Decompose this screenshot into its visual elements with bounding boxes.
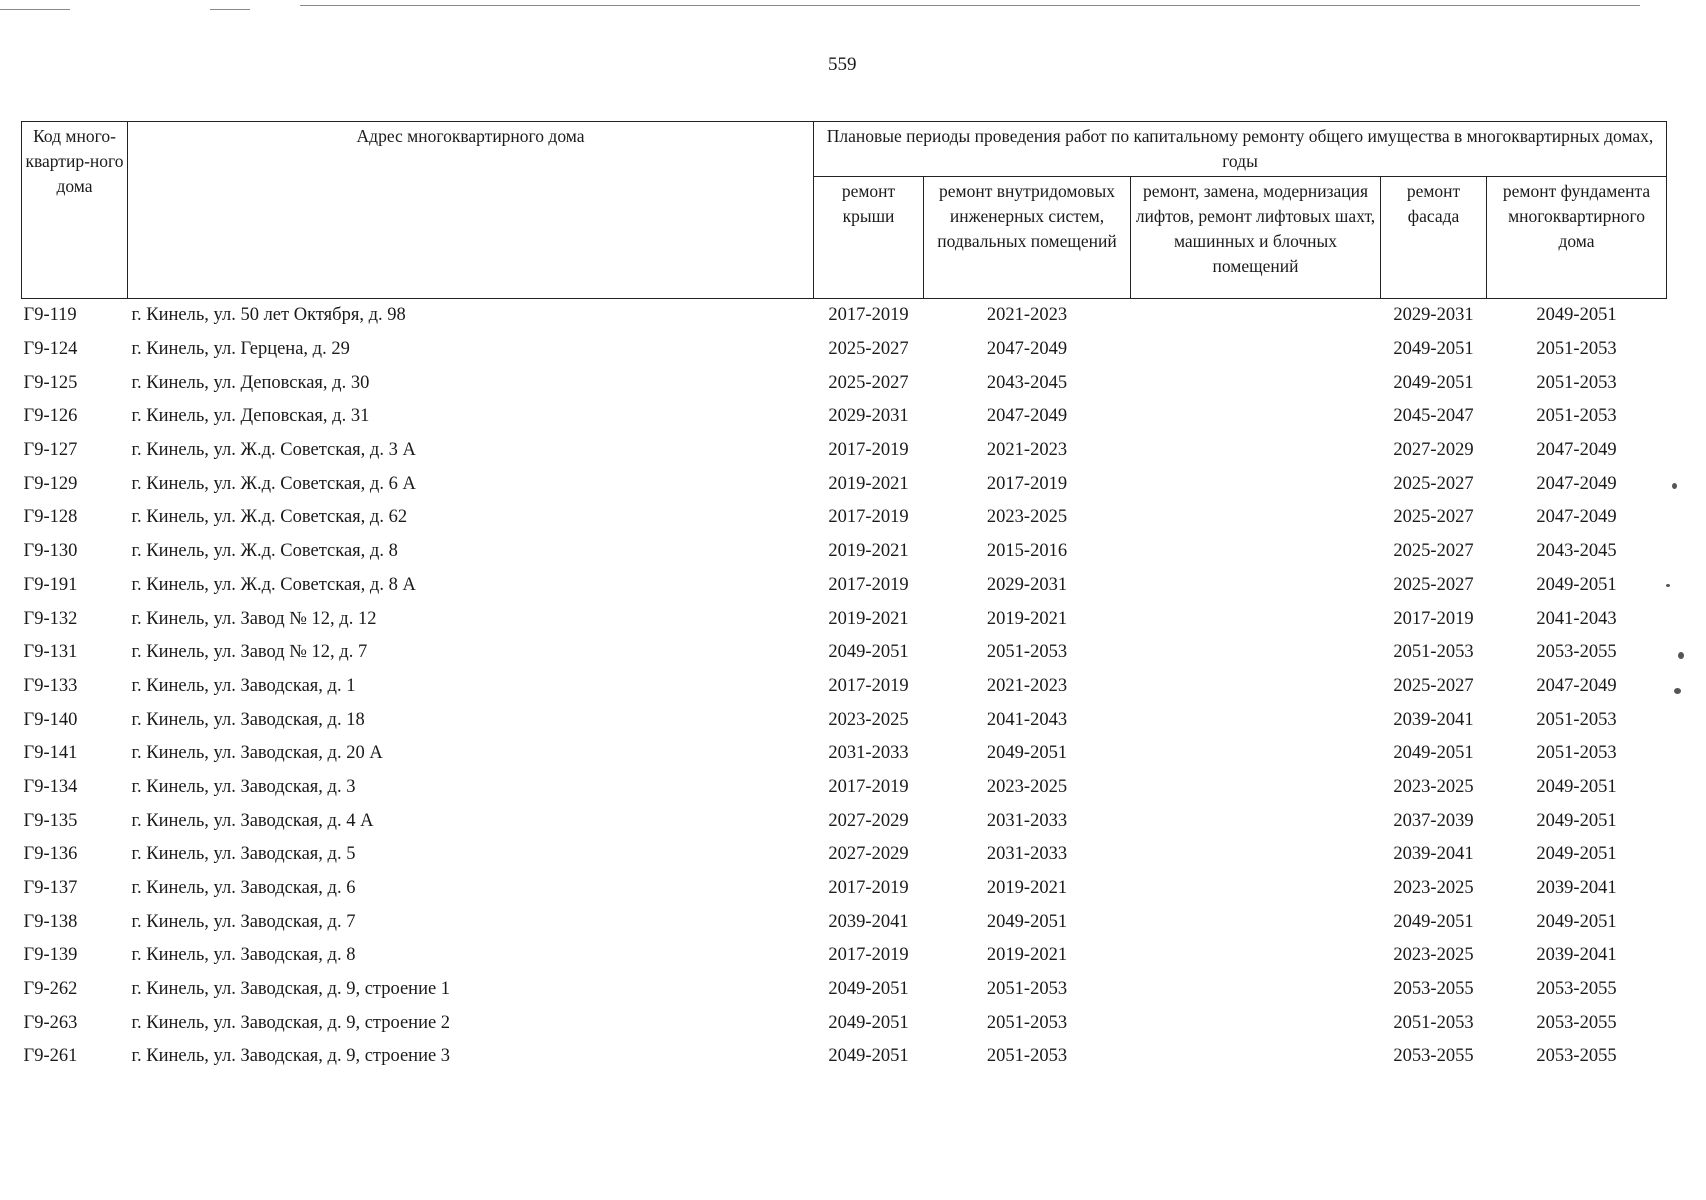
- cell-roof: 2017-2019: [828, 675, 909, 696]
- cell-code: Г9-261: [23, 1046, 78, 1067]
- cell-code: Г9-119: [23, 305, 77, 326]
- cell-foundation: 2051-2053: [1536, 372, 1617, 393]
- cell-engineering: 2051-2053: [986, 979, 1068, 1000]
- cell-roof: 2017-2019: [828, 776, 909, 797]
- table-row: [22, 333, 1667, 367]
- cell-foundation: 2051-2053: [1536, 339, 1617, 360]
- cell-engineering: 2021-2023: [986, 675, 1068, 696]
- cell-roof: 2039-2041: [828, 911, 909, 932]
- cell-address: г. Кинель, ул. Заводская, д. 18: [131, 709, 365, 730]
- cell-engineering: 2015-2016: [986, 541, 1068, 562]
- cell-facade: 2049-2051: [1393, 372, 1474, 393]
- cell-address: г. Кинель, ул. Заводская, д. 20 А: [131, 743, 383, 764]
- cell-code: Г9-141: [23, 743, 78, 764]
- cell-address: г. Кинель, ул. Заводская, д. 9, строение 2: [131, 1012, 451, 1033]
- cell-address: г. Кинель, ул. Заводская, д. 6: [131, 878, 356, 899]
- cell-address: г. Кинель, ул. Ж.д. Советская, д. 8 А: [131, 574, 416, 595]
- cell-elevators: [1131, 569, 1381, 603]
- table-row: [22, 703, 1667, 737]
- cell-foundation: 2049-2051: [1536, 844, 1617, 865]
- cell-roof: 2029-2031: [828, 406, 909, 427]
- cell-address: г. Кинель, ул. Заводская, д. 4 А: [131, 810, 374, 831]
- cell-elevators: [1131, 670, 1381, 704]
- cell-address: г. Кинель, ул. Ж.д. Советская, д. 6 А: [131, 473, 416, 494]
- scan-line-artifact: [0, 9, 70, 10]
- cell-foundation: 2051-2053: [1536, 406, 1617, 427]
- table-row: [22, 939, 1667, 973]
- cell-address: г. Кинель, ул. Деповская, д. 31: [131, 406, 370, 427]
- table-row: [22, 838, 1667, 872]
- cell-address: г. Кинель, ул. Ж.д. Советская, д. 62: [131, 507, 408, 528]
- cell-roof: 2017-2019: [828, 507, 909, 528]
- cell-engineering: 2049-2051: [986, 743, 1068, 764]
- cell-roof: 2017-2019: [828, 574, 909, 595]
- cell-foundation: 2043-2045: [1536, 541, 1617, 562]
- cell-address: г. Кинель, ул. Заводская, д. 7: [131, 911, 356, 932]
- cell-foundation: 2053-2055: [1536, 1012, 1617, 1033]
- table-row: [22, 636, 1667, 670]
- cell-code: Г9-127: [23, 440, 78, 461]
- cell-foundation: 2041-2043: [1536, 608, 1617, 629]
- cell-foundation: 2039-2041: [1536, 945, 1617, 966]
- cell-elevators: [1131, 1006, 1381, 1040]
- table-row: [22, 804, 1667, 838]
- cell-facade: 2053-2055: [1393, 979, 1474, 1000]
- cell-roof: 2049-2051: [828, 1046, 909, 1067]
- cell-engineering: 2031-2033: [986, 810, 1068, 831]
- scan-speck: [1672, 483, 1677, 489]
- cell-foundation: 2053-2055: [1536, 1046, 1617, 1067]
- cell-elevators: [1131, 703, 1381, 737]
- cell-facade: 2025-2027: [1393, 574, 1474, 595]
- cell-code: Г9-126: [23, 406, 78, 427]
- table-body: [22, 299, 1667, 1074]
- cell-elevators: [1131, 400, 1381, 434]
- cell-address: г. Кинель, ул. Герцена, д. 29: [131, 339, 350, 360]
- cell-address: г. Кинель, ул. Завод № 12, д. 12: [131, 608, 377, 629]
- cell-roof: 2019-2021: [828, 608, 909, 629]
- table-row: [22, 905, 1667, 939]
- cell-engineering: 2029-2031: [986, 574, 1068, 595]
- cell-roof: 2017-2019: [828, 878, 909, 899]
- cell-engineering: 2043-2045: [986, 372, 1068, 393]
- table-row: [22, 535, 1667, 569]
- cell-foundation: 2049-2051: [1536, 305, 1617, 326]
- cell-elevators: [1131, 501, 1381, 535]
- cell-elevators: [1131, 1040, 1381, 1074]
- cell-engineering: 2021-2023: [986, 440, 1068, 461]
- cell-elevators: [1131, 434, 1381, 468]
- cell-facade: 2045-2047: [1393, 406, 1474, 427]
- cell-engineering: 2019-2021: [986, 945, 1068, 966]
- cell-facade: 2049-2051: [1393, 743, 1474, 764]
- cell-facade: 2025-2027: [1393, 473, 1474, 494]
- header-engineering: ремонт внутридомовых инженерных систем, подвальных помещений: [924, 177, 1131, 299]
- header-foundation: ремонт фундамента многоквартирного дома: [1487, 177, 1667, 299]
- scan-speck: [1678, 652, 1684, 659]
- cell-code: Г9-132: [23, 608, 78, 629]
- cell-elevators: [1131, 905, 1381, 939]
- cell-facade: 2039-2041: [1393, 709, 1474, 730]
- cell-facade: 2051-2053: [1393, 642, 1474, 663]
- cell-foundation: 2049-2051: [1536, 810, 1617, 831]
- cell-code: Г9-138: [23, 911, 78, 932]
- cell-address: г. Кинель, ул. Заводская, д. 9, строение 1: [131, 979, 451, 1000]
- cell-engineering: 2047-2049: [986, 339, 1068, 360]
- header-elevators: ремонт, замена, модернизация лифтов, ремонт лифтовых шахт, машинных и блочных помещений: [1131, 177, 1381, 299]
- cell-address: г. Кинель, ул. Заводская, д. 3: [131, 776, 356, 797]
- header-address: Адрес многоквартирного дома: [128, 122, 814, 299]
- table-row: [22, 366, 1667, 400]
- capital-repair-schedule-table: [21, 121, 1667, 1074]
- cell-engineering: 2023-2025: [986, 507, 1068, 528]
- cell-roof: 2023-2025: [828, 709, 909, 730]
- header-roof: ремонт крыши: [814, 177, 924, 299]
- cell-code: Г9-135: [23, 810, 78, 831]
- cell-roof: 2049-2051: [828, 642, 909, 663]
- cell-elevators: [1131, 333, 1381, 367]
- cell-code: Г9-137: [23, 878, 78, 899]
- table-row: [22, 434, 1667, 468]
- header-facade: ремонт фасада: [1381, 177, 1487, 299]
- cell-code: Г9-129: [23, 473, 78, 494]
- cell-address: г. Кинель, ул. 50 лет Октября, д. 98: [131, 305, 406, 326]
- table-row: [22, 872, 1667, 906]
- scan-line-artifact: [210, 9, 250, 10]
- cell-engineering: 2047-2049: [986, 406, 1068, 427]
- table-row: [22, 602, 1667, 636]
- cell-foundation: 2051-2053: [1536, 709, 1617, 730]
- cell-elevators: [1131, 366, 1381, 400]
- cell-code: Г9-124: [23, 339, 78, 360]
- cell-foundation: 2039-2041: [1536, 878, 1617, 899]
- cell-facade: 2023-2025: [1393, 776, 1474, 797]
- cell-foundation: 2051-2053: [1536, 743, 1617, 764]
- cell-address: г. Кинель, ул. Заводская, д. 1: [131, 675, 356, 696]
- cell-elevators: [1131, 872, 1381, 906]
- cell-address: г. Кинель, ул. Завод № 12, д. 7: [131, 642, 368, 663]
- cell-engineering: 2019-2021: [986, 878, 1068, 899]
- cell-elevators: [1131, 602, 1381, 636]
- cell-facade: 2049-2051: [1393, 911, 1474, 932]
- cell-facade: 2029-2031: [1393, 305, 1474, 326]
- cell-elevators: [1131, 973, 1381, 1007]
- cell-address: г. Кинель, ул. Заводская, д. 8: [131, 945, 356, 966]
- scan-line-artifact: [300, 5, 1640, 6]
- cell-facade: 2025-2027: [1393, 675, 1474, 696]
- cell-facade: 2051-2053: [1393, 1012, 1474, 1033]
- cell-code: Г9-136: [23, 844, 78, 865]
- cell-code: Г9-139: [23, 945, 78, 966]
- cell-facade: 2017-2019: [1393, 608, 1474, 629]
- cell-elevators: [1131, 535, 1381, 569]
- cell-roof: 2019-2021: [828, 473, 909, 494]
- cell-code: Г9-262: [23, 979, 78, 1000]
- table-row: [22, 670, 1667, 704]
- cell-foundation: 2047-2049: [1536, 675, 1617, 696]
- cell-facade: 2027-2029: [1393, 440, 1474, 461]
- cell-elevators: [1131, 939, 1381, 973]
- cell-facade: 2049-2051: [1393, 339, 1474, 360]
- cell-code: Г9-125: [23, 372, 78, 393]
- cell-roof: 2025-2027: [828, 339, 909, 360]
- cell-engineering: 2023-2025: [986, 776, 1068, 797]
- cell-code: Г9-128: [23, 507, 78, 528]
- cell-elevators: [1131, 771, 1381, 805]
- cell-code: Г9-140: [23, 709, 78, 730]
- cell-facade: 2039-2041: [1393, 844, 1474, 865]
- header-code: Код много-квартир-ного дома: [22, 122, 128, 299]
- cell-roof: 2017-2019: [828, 945, 909, 966]
- scan-speck: [1666, 584, 1670, 587]
- cell-facade: 2053-2055: [1393, 1046, 1474, 1067]
- cell-roof: 2049-2051: [828, 979, 909, 1000]
- table-row: [22, 973, 1667, 1007]
- cell-code: Г9-130: [23, 541, 78, 562]
- cell-roof: 2017-2019: [828, 305, 909, 326]
- cell-foundation: 2047-2049: [1536, 473, 1617, 494]
- cell-elevators: [1131, 467, 1381, 501]
- cell-roof: 2027-2029: [828, 844, 909, 865]
- cell-engineering: 2051-2053: [986, 1046, 1068, 1067]
- cell-engineering: 2051-2053: [986, 642, 1068, 663]
- cell-engineering: 2049-2051: [986, 911, 1068, 932]
- cell-address: г. Кинель, ул. Ж.д. Советская, д. 3 А: [131, 440, 416, 461]
- cell-roof: 2031-2033: [828, 743, 909, 764]
- cell-code: Г9-191: [23, 574, 78, 595]
- table-row: [22, 771, 1667, 805]
- cell-code: Г9-263: [23, 1012, 78, 1033]
- cell-roof: 2049-2051: [828, 1012, 909, 1033]
- cell-code: Г9-134: [23, 776, 78, 797]
- table-row: [22, 400, 1667, 434]
- table-row: [22, 467, 1667, 501]
- cell-foundation: 2049-2051: [1536, 574, 1617, 595]
- cell-engineering: 2017-2019: [986, 473, 1068, 494]
- cell-facade: 2037-2039: [1393, 810, 1474, 831]
- cell-foundation: 2049-2051: [1536, 911, 1617, 932]
- cell-facade: 2023-2025: [1393, 945, 1474, 966]
- cell-foundation: 2053-2055: [1536, 979, 1617, 1000]
- cell-engineering: 2041-2043: [986, 709, 1068, 730]
- cell-engineering: 2019-2021: [986, 608, 1068, 629]
- cell-facade: 2025-2027: [1393, 541, 1474, 562]
- cell-elevators: [1131, 737, 1381, 771]
- table-row: [22, 569, 1667, 603]
- cell-elevators: [1131, 299, 1381, 333]
- cell-foundation: 2049-2051: [1536, 776, 1617, 797]
- table-row: [22, 737, 1667, 771]
- cell-foundation: 2047-2049: [1536, 507, 1617, 528]
- cell-address: г. Кинель, ул. Ж.д. Советская, д. 8: [131, 541, 398, 562]
- cell-foundation: 2047-2049: [1536, 440, 1617, 461]
- page-number: 559: [828, 54, 857, 75]
- cell-roof: 2027-2029: [828, 810, 909, 831]
- cell-code: Г9-133: [23, 675, 78, 696]
- cell-address: г. Кинель, ул. Деповская, д. 30: [131, 372, 370, 393]
- cell-foundation: 2053-2055: [1536, 642, 1617, 663]
- cell-elevators: [1131, 838, 1381, 872]
- cell-facade: 2023-2025: [1393, 878, 1474, 899]
- cell-engineering: 2031-2033: [986, 844, 1068, 865]
- cell-roof: 2019-2021: [828, 541, 909, 562]
- cell-address: г. Кинель, ул. Заводская, д. 9, строение 3: [131, 1046, 451, 1067]
- cell-roof: 2017-2019: [828, 440, 909, 461]
- cell-roof: 2025-2027: [828, 372, 909, 393]
- cell-elevators: [1131, 636, 1381, 670]
- cell-engineering: 2021-2023: [986, 305, 1068, 326]
- cell-facade: 2025-2027: [1393, 507, 1474, 528]
- cell-code: Г9-131: [23, 642, 78, 663]
- table-row: [22, 299, 1667, 333]
- cell-engineering: 2051-2053: [986, 1012, 1068, 1033]
- table-row: [22, 1006, 1667, 1040]
- table-row: [22, 1040, 1667, 1074]
- cell-address: г. Кинель, ул. Заводская, д. 5: [131, 844, 356, 865]
- table-row: [22, 501, 1667, 535]
- scan-speck: [1674, 688, 1681, 694]
- cell-elevators: [1131, 804, 1381, 838]
- header-periods-group: Плановые периоды проведения работ по капитальному ремонту общего имущества в многоквартирных домах, годы: [814, 122, 1667, 177]
